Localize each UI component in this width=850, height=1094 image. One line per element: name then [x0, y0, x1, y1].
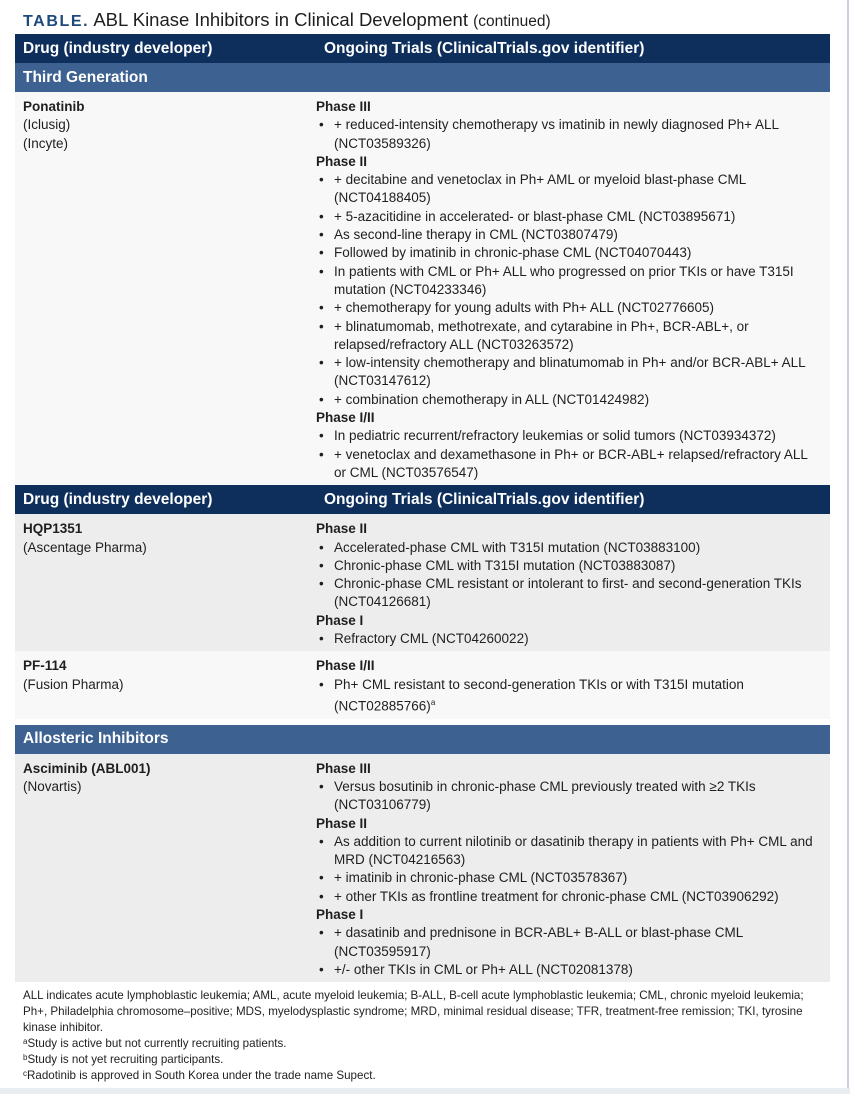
drug-developer: (Ascentage Pharma): [23, 539, 147, 555]
trial-item: • As second-line therapy in CML (NCT03807479): [319, 227, 618, 243]
trials-cell: [316, 657, 822, 715]
trial-item: • +/- other TKIs in CML or Ph+ ALL (NCT02081378): [319, 961, 633, 977]
footnote-a: $^a$Study is active but not currently recruiting patients.: [23, 1037, 287, 1050]
phase-label: Phase II: [316, 521, 368, 537]
drug-brand: (Iclusig): [23, 117, 71, 133]
trial-item: • + imatinib in chronic-phase CML (NCT03578367): [319, 870, 628, 886]
table-header: [15, 34, 830, 63]
footnote-b: $^b$Study is not yet recruiting participants.: [23, 1053, 224, 1066]
drug-name: HQP1351: [23, 521, 83, 537]
trial-item: • In pediatric recurrent/refractory leukemias or solid tumors (NCT03934372): [319, 428, 776, 444]
trial-item: • As addition to current nilotinib or dasatinib therapy in patients with Ph+ CML and MRD (NCT04216563): [319, 833, 813, 868]
phase-label: Phase III: [316, 760, 371, 776]
trials-cell: [316, 520, 822, 648]
table-row-hqp1351: [15, 514, 830, 651]
trial-item: • Followed by imatinib in chronic-phase CML (NCT04070443): [319, 245, 692, 261]
table-title: [23, 8, 551, 34]
trial-item: • + blinatumomab, methotrexate, and cytarabine in Ph+, BCR-ABL+, or relapsed/refractory ALL (NCT03263572): [319, 318, 749, 352]
drug-name: Asciminib (ABL001): [23, 760, 151, 776]
section-allosteric-inhibitors: Allosteric Inhibitors: [15, 725, 830, 754]
table-title-main: ABL Kinase Inhibitors in Clinical Development: [93, 9, 468, 30]
trial-item: • In patients with CML or Ph+ ALL who progressed on prior TKIs or have T315I mutation (NCT04233346): [319, 263, 794, 297]
drug-cell: [15, 657, 316, 715]
trial-item: • Chronic-phase CML with T315I mutation (NCT03883087): [319, 557, 676, 573]
drug-developer: (Fusion Pharma): [23, 676, 124, 692]
trial-item: • + venetoclax and dexamethasone in Ph+ or BCR-ABL+ relapsed/refractory ALL or CML (NCT03576547): [319, 446, 808, 480]
drug-developer: (Incyte): [23, 135, 69, 151]
drug-developer: (Novartis): [23, 779, 82, 794]
header-col-drug: Drug (industry developer): [23, 490, 213, 508]
drug-cell: [15, 98, 316, 482]
table-row-asciminib: [15, 754, 830, 983]
phase-label: Phase I: [316, 612, 364, 628]
trial-item: • Chronic-phase CML resistant or intolerant to first- and second-generation TKIs (NCT04126681): [319, 576, 802, 610]
drug-name: PF-114: [23, 658, 67, 674]
trial-item: • Accelerated-phase CML with T315I mutation (NCT03883100): [319, 539, 701, 555]
header-col-drug: Drug (industry developer): [23, 39, 213, 57]
trial-item: • Ph+ CML resistant to second-generation TKIs or with T315I mutation $(NCT02885766)^a$: [319, 676, 744, 714]
phase-label: Phase I/II: [316, 410, 375, 426]
phase-label: Phase II: [316, 815, 368, 831]
trial-item: • + chemotherapy for young adults with Ph+ ALL (NCT02776605): [319, 300, 714, 316]
drug-name: Ponatinib: [23, 99, 85, 114]
table-title-continued: (continued): [473, 13, 551, 30]
footnote-c: $^c$Radotinib is approved in South Korea under the trade name Supect.: [23, 1069, 376, 1082]
page-right-rule: [847, 0, 849, 1094]
page-bottom-edge: [0, 1088, 850, 1094]
drug-cell: [15, 520, 316, 648]
trial-item: • + decitabine and venetoclax in Ph+ AML or myeloid blast-phase CML (NCT04188405): [319, 172, 746, 206]
trial-item: • Versus bosutinib in chronic-phase CML previously treated with ≥2 TKIs (NCT03106779): [319, 779, 756, 813]
phase-label: Phase III: [316, 99, 371, 114]
trial-item: • + dasatinib and prednisone in BCR-ABL+ B-ALL or blast-phase CML (NCT03595917): [319, 925, 743, 959]
header-col-trials: Ongoing Trials (ClinicalTrials.gov identifier): [324, 39, 645, 57]
table-header-repeat: [15, 485, 830, 514]
table-title-tag: TABLE.: [23, 13, 90, 30]
phase-label: Phase II: [316, 153, 368, 169]
trials-cell: [316, 760, 822, 980]
section-third-generation: Third Generation: [15, 63, 830, 92]
trial-item: • + combination chemotherapy in ALL (NCT01424982): [319, 391, 650, 407]
drug-cell: [15, 760, 316, 980]
footnote-marker: a: [430, 697, 436, 707]
trial-item: • + low-intensity chemotherapy and blinatumomab in Ph+ and/or BCR-ABL+ ALL (NCT03147612): [319, 355, 806, 389]
table-row-pf114: [15, 651, 830, 718]
trial-item: • Refractory CML (NCT04260022): [319, 631, 529, 647]
trial-item: • + other TKIs as frontline treatment for chronic-phase CML (NCT03906292): [319, 888, 779, 904]
footnote-abbreviations: ALL indicates acute lymphoblastic leukemia; AML, acute myeloid leukemia; B-ALL, B-cell acute lymphoblastic leukemia; CML, chronic myeloid leukemia; Ph+, Philadelphia chromosome–positive; MDS, myelodysplastic syndrome; MRD, minimal residual disease; TFR, treatment-free remission; TKI, tyrosine kinase inhibitor.: [23, 989, 804, 1034]
header-col-trials: Ongoing Trials (ClinicalTrials.gov identifier): [324, 490, 645, 508]
table-row-ponatinib: [15, 92, 830, 485]
table-footnotes: [23, 988, 823, 1084]
trials-cell: [316, 98, 822, 482]
trial-item: • + reduced-intensity chemotherapy vs imatinib in newly diagnosed Ph+ ALL (NCT03589326): [319, 117, 779, 151]
abl-inhibitor-table: [15, 34, 830, 982]
trial-item: • + 5-azacitidine in accelerated- or blast-phase CML (NCT03895671): [319, 208, 736, 224]
phase-label: Phase I: [316, 907, 364, 923]
phase-label: Phase I/II: [316, 658, 375, 674]
